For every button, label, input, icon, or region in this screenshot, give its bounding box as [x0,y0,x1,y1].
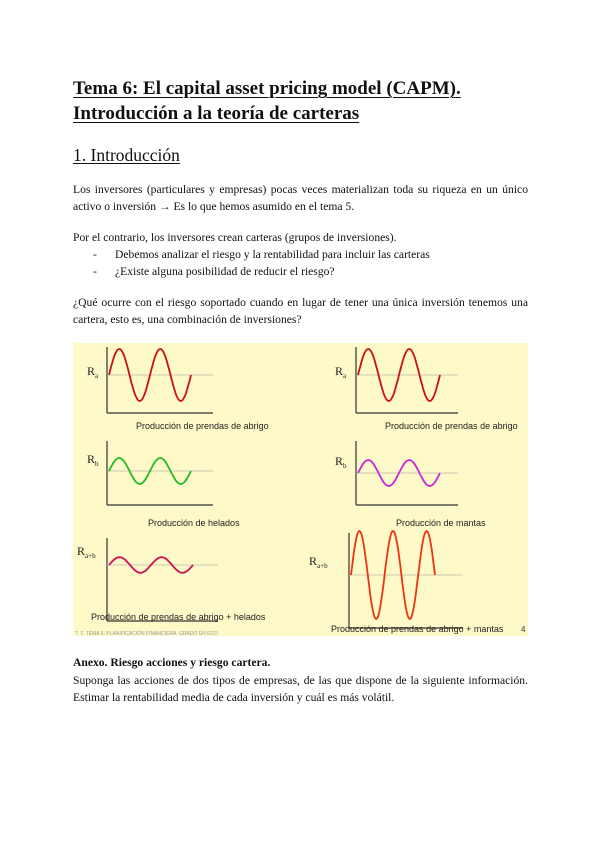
paragraph-portfolios: Por el contrario, los inversores crean carteras (grupos de inversiones). [73,231,397,244]
anexo-paragraph: Suponga las acciones de dos tipos de empresas, de las que dispone de la siguiente información. Estimar la rentabilidad media de cada inversión y cuál es más volátil. [73,674,528,704]
page-title [73,76,528,126]
risk-diversification-figure [73,343,528,636]
bullet-item: - ¿Existe alguna posibilidad de reducir el riesgo? [93,263,513,280]
bullet-item: - Debemos analizar el riesgo y la rentabilidad para incluir las carteras [93,246,513,263]
panel-garments-a-right [335,347,518,431]
panel-blankets-b [335,441,486,528]
title-line-1: Tema 6: El capital asset pricing model (CAPM). [73,78,461,99]
axis-label: $R_{a+b}$ [77,544,96,560]
section-heading: 1. Introducción [73,145,180,165]
panel-caption: Producción de helados [148,518,240,528]
panel-caption: Producción de mantas [396,518,486,528]
panel-caption: Producción de prendas de abrigo [136,421,269,431]
axis-label: $R_b$ [335,454,347,470]
panel-caption: Producción de prendas de abrigo + helados [91,612,266,622]
panel-caption: Producción de prendas de abrigo + mantas [331,624,504,634]
panel-garments-a-left [87,347,269,431]
axis-label: $R_{a+b}$ [309,554,328,570]
paragraph-question: ¿Qué ocurre con el riesgo soportado cuando en lugar de tener una única inversión tenemos una cartera, esto es, una combinación de inversiones? [73,296,528,326]
axis-label: $R_a$ [335,364,347,380]
figure-page-number: 4 [521,625,526,634]
panel-ice-cream-b [87,441,240,528]
panel-caption: Producción de prendas de abrigo [385,421,518,431]
title-line-2: Introducción a la teoría de carteras [73,103,360,124]
axis-label: $R_b$ [87,452,99,468]
figure-footer: T. 7. TEMA 6. PLANIFICACIÓN FINANCIERA. GRADO EN ECO [75,631,218,636]
anexo-heading: Anexo. Riesgo acciones y riesgo cartera. [73,656,271,669]
paragraph-investors: Los inversores (particulares y empresas) pocas veces materializan toda su riqueza en un único activo o inversión → Es lo que hemos asumido en el tema 5. [73,183,528,213]
bullet-list [93,246,513,280]
panel-garments-plus-blankets [309,531,504,634]
panel-garments-plus-ice-cream [77,538,266,622]
axis-label: $R_a$ [87,364,99,380]
